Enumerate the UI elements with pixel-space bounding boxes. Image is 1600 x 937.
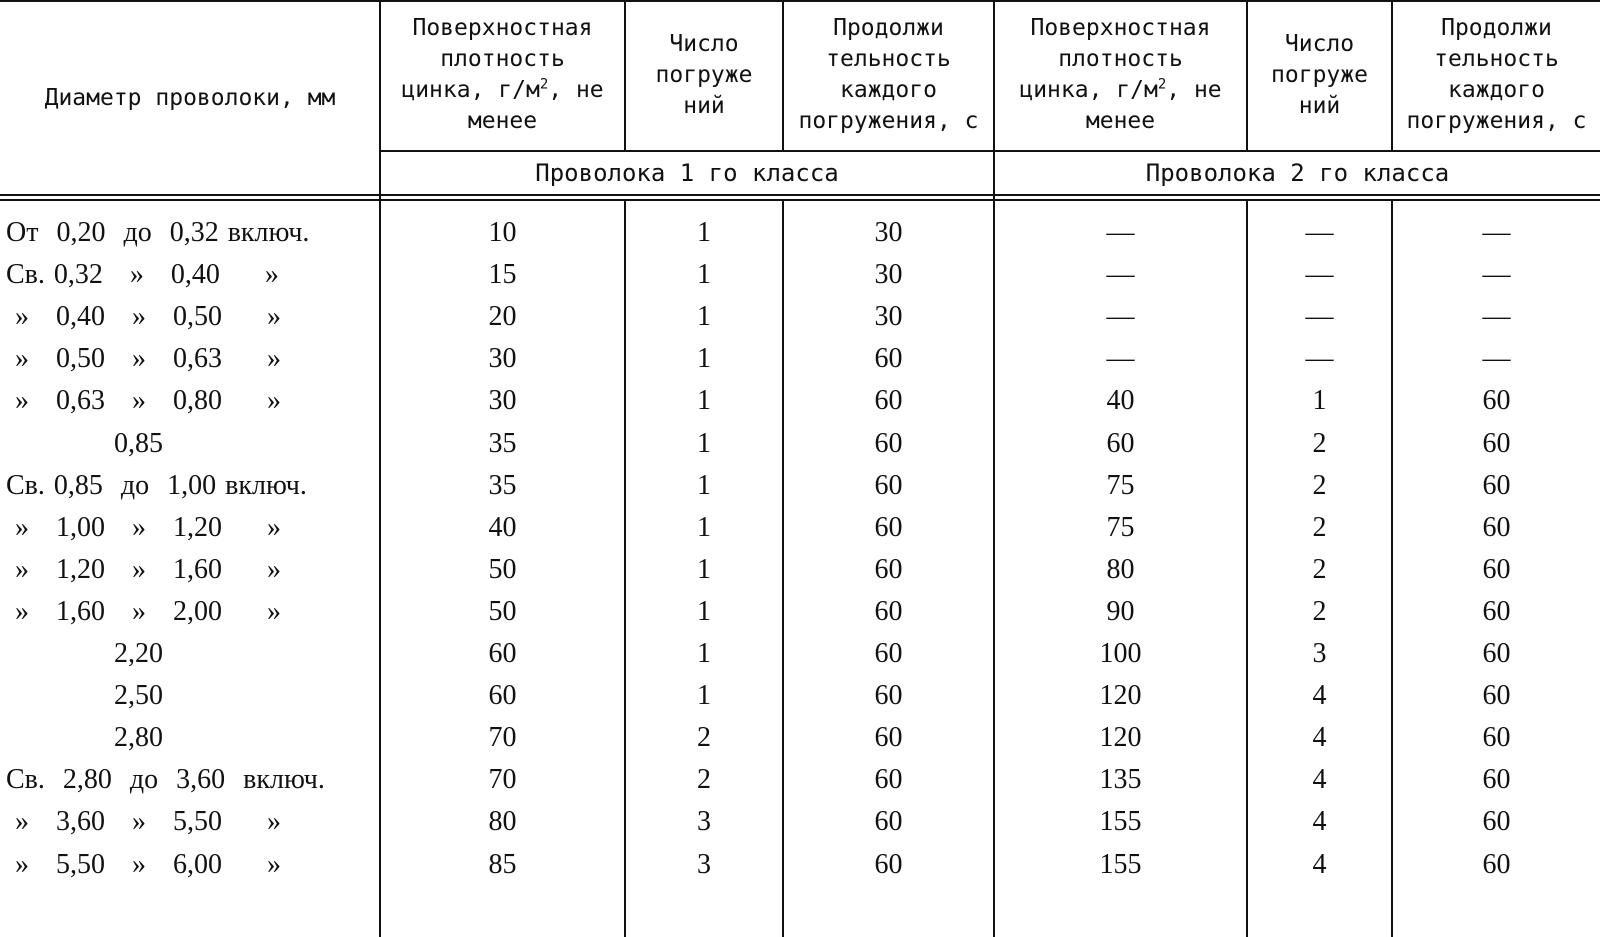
cell-class2-duration: 60 bbox=[1482, 595, 1511, 627]
cell-class2-density: 40 bbox=[1106, 385, 1135, 417]
cell-class1-duration: 60 bbox=[874, 764, 903, 796]
header-rule-lower bbox=[0, 199, 1600, 201]
class1-density-sup: 2 bbox=[539, 76, 549, 93]
cell-class1-count: 1 bbox=[697, 595, 711, 627]
cell-class2-count: — bbox=[1305, 217, 1334, 248]
cell-diameter: » 3,60 » 5,50 » bbox=[6, 806, 281, 838]
header-class1-density bbox=[381, 0, 624, 150]
cell-class2-duration: — bbox=[1482, 301, 1511, 333]
cell-class1-density: 35 bbox=[488, 427, 517, 459]
cell-class1-count: 1 bbox=[697, 511, 711, 543]
cell-class2-count: 2 bbox=[1312, 595, 1327, 627]
cell-class2-count: 2 bbox=[1312, 553, 1327, 585]
cell-class1-density: 30 bbox=[488, 343, 517, 375]
cell-diameter: Св. 0,32 » 0,40 » bbox=[6, 259, 279, 291]
cell-class1-duration: 60 bbox=[874, 511, 903, 543]
cell-class2-density: 75 bbox=[1106, 511, 1135, 543]
cell-class2-density: 155 bbox=[1099, 848, 1142, 880]
cell-diameter: » 0,63 » 0,80 » bbox=[6, 385, 281, 417]
cell-class2-duration: 60 bbox=[1482, 511, 1511, 543]
cell-class2-density: 90 bbox=[1106, 595, 1135, 627]
cell-class1-count: 1 bbox=[697, 427, 711, 459]
cell-class2-count: 3 bbox=[1312, 638, 1327, 669]
cell-class1-count: 1 bbox=[697, 301, 711, 333]
cell-class1-duration: 30 bbox=[874, 259, 903, 291]
header-class2-count-text: Число погруже ний bbox=[1271, 30, 1368, 119]
cell-class1-count: 1 bbox=[697, 343, 711, 375]
cell-class2-duration: 60 bbox=[1482, 553, 1511, 585]
cell-class2-count: 2 bbox=[1312, 427, 1327, 459]
cell-class1-count: 2 bbox=[697, 764, 711, 796]
cell-class1-density: 85 bbox=[488, 848, 517, 880]
cell-class2-density: — bbox=[1106, 259, 1135, 291]
header-class1-count bbox=[626, 0, 782, 150]
cell-diameter: 0,85 bbox=[6, 427, 163, 459]
header-class1-density-text bbox=[401, 13, 603, 137]
cell-diameter: 2,80 bbox=[6, 722, 163, 754]
cell-class1-density: 60 bbox=[488, 638, 517, 669]
cell-class2-count: — bbox=[1305, 343, 1334, 375]
cell-class1-density: 60 bbox=[488, 680, 517, 712]
cell-class2-density: 120 bbox=[1099, 680, 1142, 712]
cell-class1-density: 70 bbox=[488, 722, 517, 754]
cell-class2-duration: 60 bbox=[1482, 806, 1511, 838]
cell-class1-duration: 60 bbox=[874, 385, 903, 417]
cell-class1-density: 50 bbox=[488, 553, 517, 585]
cell-class1-duration: 60 bbox=[874, 553, 903, 585]
cell-class1-duration: 60 bbox=[874, 806, 903, 838]
cell-class1-count: 1 bbox=[697, 469, 711, 501]
cell-diameter: » 1,20 » 1,60 » bbox=[6, 553, 281, 585]
cell-class2-density: 100 bbox=[1099, 638, 1142, 669]
cell-class1-duration: 60 bbox=[874, 427, 903, 459]
group-label-class2 bbox=[995, 152, 1600, 194]
cell-class2-duration: — bbox=[1482, 343, 1511, 375]
cell-class1-count: 1 bbox=[697, 680, 711, 712]
cell-class2-count: 1 bbox=[1312, 385, 1327, 417]
cell-class2-count: 4 bbox=[1312, 848, 1327, 880]
cell-class2-duration: 60 bbox=[1482, 848, 1511, 880]
header-class2-duration-text: Продолжи тельность каждого погружения, с bbox=[1406, 15, 1587, 134]
cell-class1-duration: 60 bbox=[874, 595, 903, 627]
class1-density-text-a: Поверхностная плотность цинка, г/м bbox=[401, 15, 593, 103]
cell-class2-count: 4 bbox=[1312, 806, 1327, 838]
class2-density-text-a: Поверхностная плотность цинка, г/м bbox=[1019, 15, 1211, 103]
cell-diameter: Св. 2,80 до 3,60 включ. bbox=[6, 764, 325, 796]
cell-class2-duration: — bbox=[1482, 217, 1511, 248]
cell-class2-density: — bbox=[1106, 217, 1135, 248]
cell-class2-count: — bbox=[1305, 301, 1334, 333]
cell-class2-duration: 60 bbox=[1482, 722, 1511, 754]
cell-class1-density: 40 bbox=[488, 511, 517, 543]
cell-class2-density: — bbox=[1106, 343, 1135, 375]
cell-class2-count: 2 bbox=[1312, 511, 1327, 543]
cell-class2-duration: 60 bbox=[1482, 385, 1511, 417]
group-label-class1 bbox=[381, 152, 993, 194]
cell-class2-density: — bbox=[1106, 301, 1135, 333]
cell-class2-count: 2 bbox=[1312, 469, 1327, 501]
cell-class2-density: 80 bbox=[1106, 553, 1135, 585]
cell-class1-count: 1 bbox=[697, 259, 711, 291]
cell-class1-count: 1 bbox=[697, 638, 711, 669]
cell-class2-count: 4 bbox=[1312, 764, 1327, 796]
cell-class2-count: — bbox=[1305, 259, 1334, 291]
cell-diameter: 2,20 bbox=[6, 638, 163, 669]
cell-class1-duration: 60 bbox=[874, 848, 903, 880]
header-class2-duration bbox=[1393, 0, 1600, 150]
cell-class1-density: 80 bbox=[488, 806, 517, 838]
group-label-class1-text: Проволока 1 го класса bbox=[535, 158, 839, 187]
cell-diameter: » 1,60 » 2,00 » bbox=[6, 595, 281, 627]
group-label-class2-text: Проволока 2 го класса bbox=[1145, 158, 1450, 187]
cell-class2-density: 75 bbox=[1106, 469, 1135, 501]
cell-class1-density: 50 bbox=[488, 595, 517, 627]
cell-diameter: » 0,40 » 0,50 » bbox=[6, 301, 281, 333]
cell-class1-duration: 60 bbox=[874, 638, 903, 669]
cell-class1-count: 1 bbox=[697, 217, 711, 248]
cell-class1-duration: 60 bbox=[874, 722, 903, 754]
cell-class2-density: 60 bbox=[1106, 427, 1135, 459]
cell-class1-density: 70 bbox=[488, 764, 517, 796]
class2-density-text-b: , не менее bbox=[1085, 77, 1222, 134]
cell-class2-duration: 60 bbox=[1482, 469, 1511, 501]
cell-class1-count: 1 bbox=[697, 553, 711, 585]
cell-class2-duration: 60 bbox=[1482, 427, 1511, 459]
cell-class2-duration: 60 bbox=[1482, 680, 1511, 712]
header-diameter bbox=[0, 0, 380, 196]
cell-class1-duration: 30 bbox=[874, 301, 903, 333]
header-class1-duration-text: Продолжи тельность каждого погружения, с bbox=[798, 15, 979, 134]
header-class2-count bbox=[1248, 0, 1391, 150]
cell-class2-duration: — bbox=[1482, 259, 1511, 291]
cell-class1-density: 20 bbox=[488, 301, 517, 333]
cell-class2-density: 135 bbox=[1099, 764, 1142, 796]
cell-diameter: » 1,00 » 1,20 » bbox=[6, 511, 281, 543]
cell-diameter: От 0,20 до 0,32 включ. bbox=[6, 217, 310, 248]
header-class2-density-text bbox=[1019, 13, 1221, 137]
cell-class2-duration: 60 bbox=[1482, 638, 1511, 669]
cell-class1-count: 2 bbox=[697, 722, 711, 754]
cell-class2-count: 4 bbox=[1312, 722, 1327, 754]
cell-class1-count: 3 bbox=[697, 848, 711, 880]
cell-class1-count: 3 bbox=[697, 806, 711, 838]
header-diameter-text: Диаметр проволоки, мм bbox=[44, 84, 336, 111]
cell-diameter: » 0,50 » 0,63 » bbox=[6, 343, 281, 375]
cell-class2-density: 120 bbox=[1099, 722, 1142, 754]
cell-class2-count: 4 bbox=[1312, 680, 1327, 712]
cell-class1-density: 10 bbox=[488, 217, 517, 248]
class1-density-text-b: , не менее bbox=[467, 77, 604, 134]
cell-class1-duration: 60 bbox=[874, 343, 903, 375]
cell-class2-density: 155 bbox=[1099, 806, 1142, 838]
cell-diameter: » 5,50 » 6,00 » bbox=[6, 848, 281, 880]
cell-class1-count: 1 bbox=[697, 385, 711, 417]
cell-class2-duration: 60 bbox=[1482, 764, 1511, 796]
cell-diameter: Св. 0,85 до 1,00 включ. bbox=[6, 469, 307, 501]
cell-class1-density: 35 bbox=[488, 469, 517, 501]
cell-class1-duration: 60 bbox=[874, 680, 903, 712]
cell-class1-duration: 30 bbox=[874, 217, 903, 248]
header-class1-duration bbox=[784, 0, 993, 150]
header-class2-density bbox=[995, 0, 1246, 150]
cell-class1-density: 15 bbox=[488, 259, 517, 291]
cell-class1-duration: 60 bbox=[874, 469, 903, 501]
cell-class1-density: 30 bbox=[488, 385, 517, 417]
cell-diameter: 2,50 bbox=[6, 680, 163, 712]
header-class1-count-text: Число погруже ний bbox=[655, 30, 753, 119]
class2-density-sup: 2 bbox=[1157, 76, 1167, 93]
